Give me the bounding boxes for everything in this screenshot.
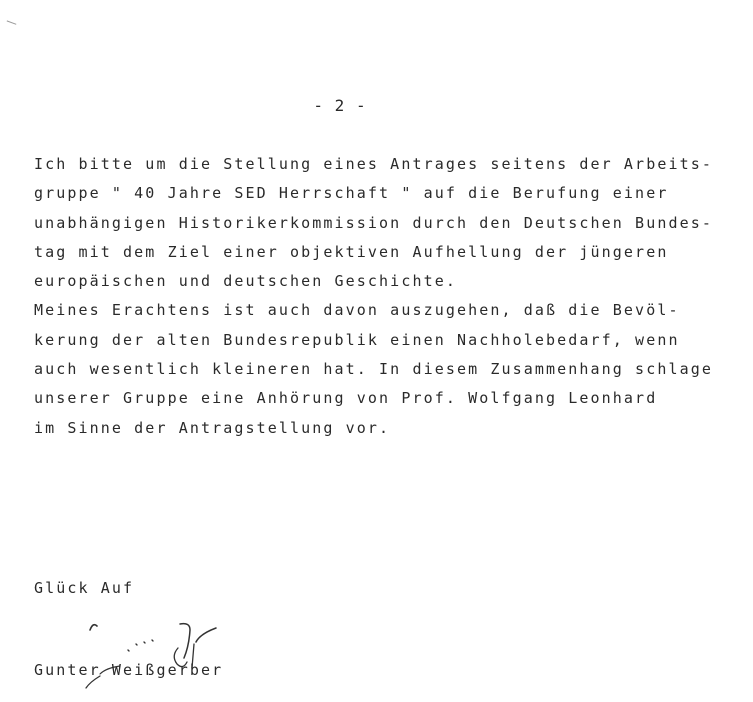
body-line: unserer Gruppe eine Anhörung von Prof. Wolfgang Leonhard bbox=[34, 389, 658, 408]
body-line: im Sinne der Antragstellung vor. bbox=[34, 418, 391, 437]
body-line: europäischen und deutschen Geschichte. bbox=[34, 272, 457, 291]
signer-name: Gunter Weißgerber bbox=[34, 661, 224, 679]
body-line: tag mit dem Ziel einer objektiven Aufhellung der jüngeren bbox=[34, 242, 669, 261]
body-line: unabhängigen Historikerkommission durch den Deutschen Bundes- bbox=[34, 213, 713, 232]
closing-salutation: Glück Auf bbox=[34, 579, 135, 597]
page-number: - 2 - bbox=[313, 96, 367, 115]
body-line: Ich bitte um die Stellung eines Antrages seitens der Arbeits- bbox=[34, 155, 713, 173]
body-line: gruppe " 40 Jahre SED Herrschaft " auf die Berufung einer bbox=[34, 184, 669, 203]
body-line: kerung der alten Bundesrepublik einen Nachholebedarf, wenn bbox=[34, 330, 680, 349]
body-line: auch wesentlich kleineren hat. In diesem Zusammenhang schlage bbox=[34, 360, 713, 379]
body-line: Meines Erachtens ist auch davon auszugehen, daß die Bevöl- bbox=[34, 301, 680, 320]
letter-body bbox=[34, 150, 750, 443]
page-corner-mark bbox=[6, 20, 17, 27]
